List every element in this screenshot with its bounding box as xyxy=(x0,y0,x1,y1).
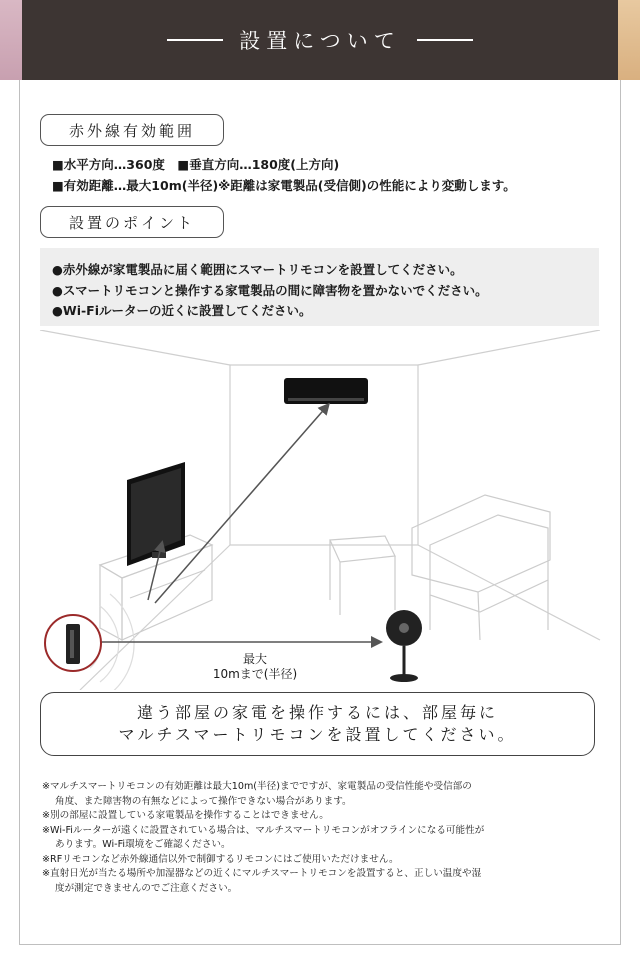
page-title: 設置について xyxy=(239,29,401,53)
note-line: あります。Wi-Fi環境をご確認ください。 xyxy=(55,839,231,850)
install-point-3: ●Wi-Fiルーターの近くに設置してください。 xyxy=(52,303,312,318)
install-point-1: ●赤外線が家電製品に届く範囲にスマートリモコンを設置してください。 xyxy=(52,262,463,277)
electric-fan-icon xyxy=(386,610,422,682)
decorative-strip-right xyxy=(618,0,640,80)
note-line: ※Wi-Fiルーターが遠くに設置されている場合は、マルチスマートリモコンがオフラインになる可能性が xyxy=(42,824,485,836)
note-line: ※RFリモコンなど赤外線通信以外で制御するリモコンにはご使用いただけません。 xyxy=(42,853,399,865)
smart-remote-device-icon xyxy=(45,615,101,671)
distance-label xyxy=(190,652,320,682)
note-line: ※直射日光が当たる場所や加湿器などの近くにマルチスマートリモコンを設置すると、正しい温度や湿 xyxy=(42,868,482,879)
note-line: ※マルチスマートリモコンの有効距離は最大10m(半径)までですが、家電製品の受信性能や受信部の xyxy=(42,781,472,792)
install-points-heading xyxy=(40,206,224,238)
header-rule-left xyxy=(167,39,223,41)
callout-line-2: マルチスマートリモコンを設置してください。 xyxy=(118,725,517,744)
decorative-strip-left xyxy=(0,0,22,80)
distance-label-line-2: 10mまで(半径) xyxy=(212,667,298,681)
multi-room-callout xyxy=(40,692,595,756)
callout-line-1: 違う部屋の家電を操作するには、部屋毎に xyxy=(136,703,498,722)
air-conditioner-icon xyxy=(284,378,368,404)
room-illustration xyxy=(0,330,640,690)
install-points-box xyxy=(40,248,599,326)
ir-range-line-2: ■有効距離…最大10m(半径)※距離は家電製品(受信側)の性能により変動します。 xyxy=(52,178,516,193)
header-rule-right xyxy=(417,39,473,41)
distance-label-line-1: 最大 xyxy=(242,652,267,666)
note-line: ※別の部屋に設置している家電製品を操作することはできません。 xyxy=(42,810,329,821)
note-line: 度が測定できませんのでご注意ください。 xyxy=(55,882,238,894)
ir-range-heading xyxy=(40,114,224,146)
notes-list xyxy=(42,780,602,896)
television-icon xyxy=(127,462,185,566)
sofa xyxy=(412,495,550,640)
install-points-heading-label: 設置のポイント xyxy=(68,213,195,232)
note-line: 角度、また障害物の有無などによって操作できない場合があります。 xyxy=(55,795,352,807)
install-point-2: ●スマートリモコンと操作する家電製品の間に障害物を置かないでください。 xyxy=(52,283,488,298)
ir-range-heading-label: 赤外線有効範囲 xyxy=(68,121,195,140)
ir-range-line-1: ■水平方向…360度 ■垂直方向…180度(上方向) xyxy=(52,157,340,172)
header-banner xyxy=(22,0,618,80)
coffee-table xyxy=(330,536,395,615)
